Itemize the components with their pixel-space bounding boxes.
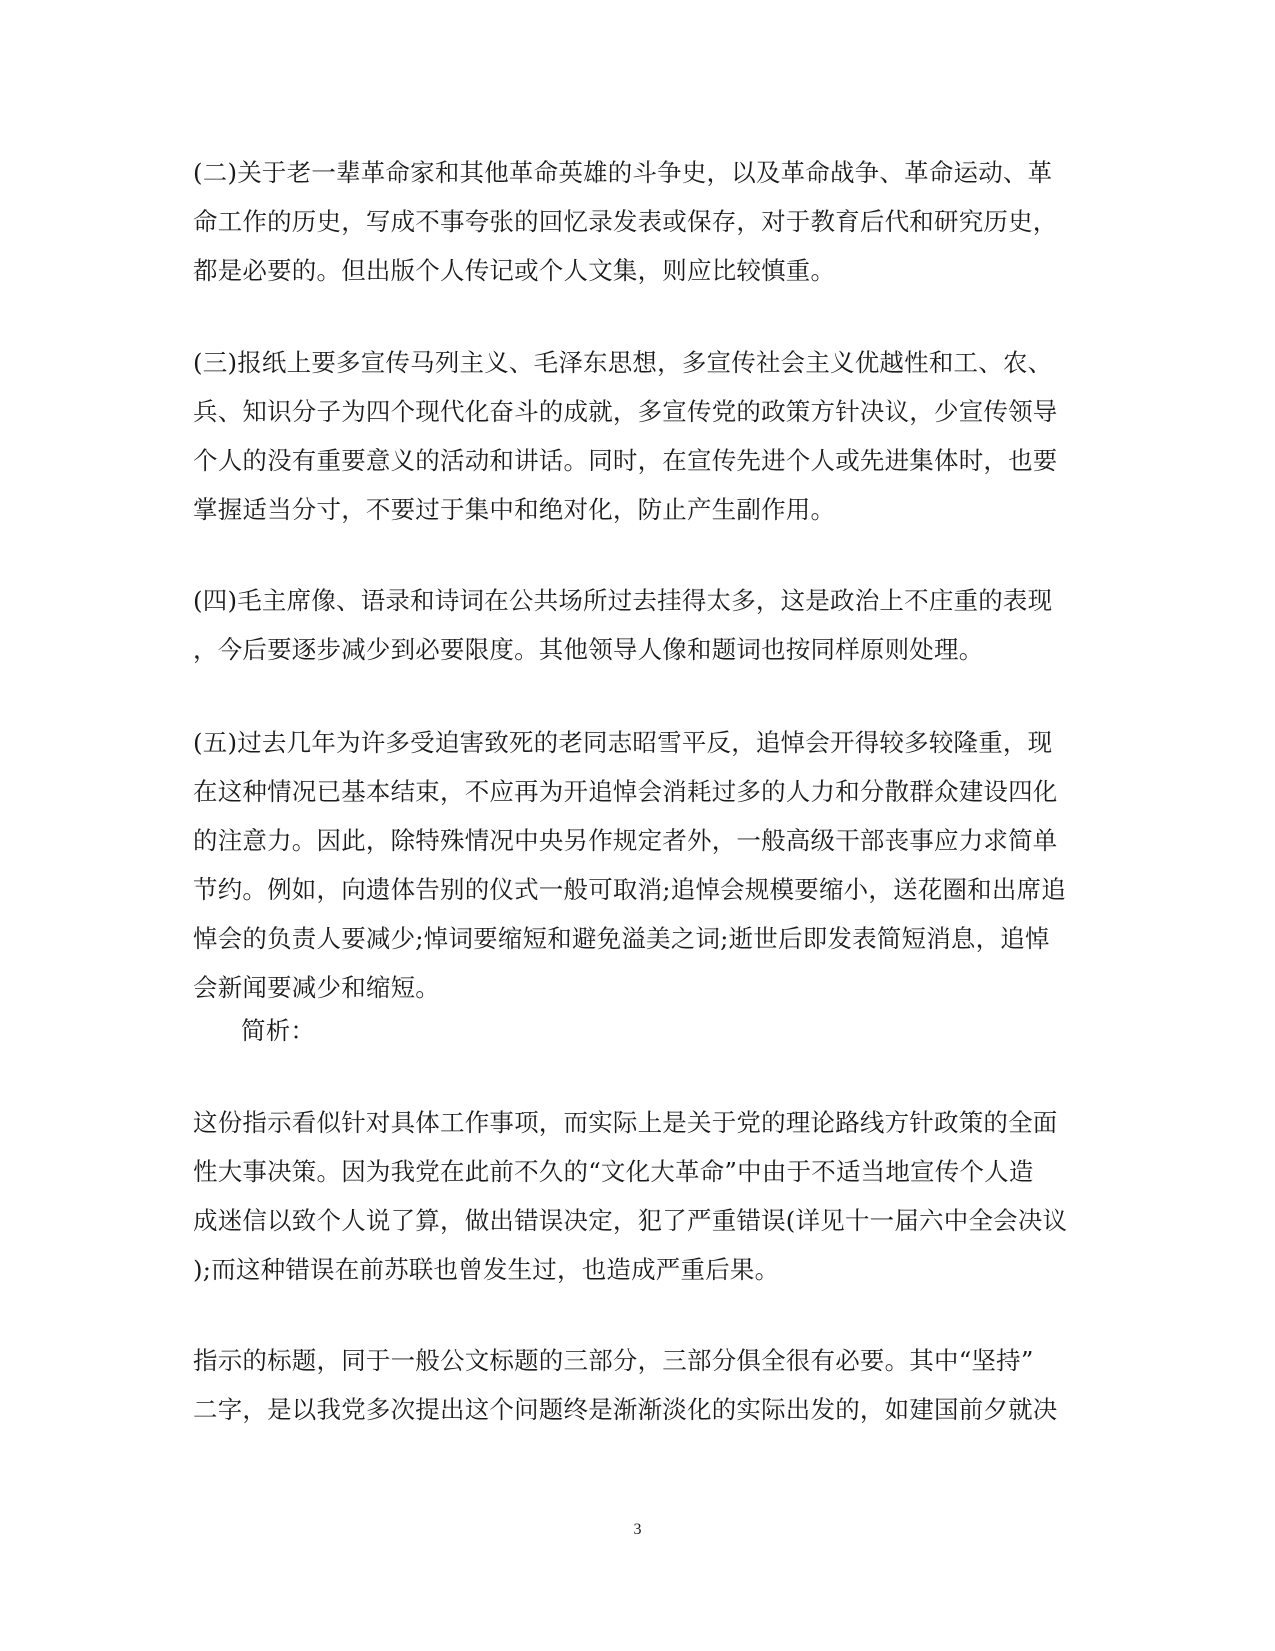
text-line: 成迷信以致个人说了算，做出错误决定，犯了严重错误(详见十一届六中全会决议 (193, 1206, 1068, 1235)
text-line: ，今后要逐步减少到必要限度。其他领导人像和题词也按同样原则处理。 (193, 635, 984, 664)
text-line: 节约。例如，向遗体告别的仪式一般可取消;追悼会规模要缩小，送花圈和出席追 (193, 875, 1066, 904)
heading-text: 简析： (241, 1016, 316, 1045)
paragraph-item-5 (193, 718, 1073, 1012)
paragraph-item-3 (193, 338, 1073, 534)
text-line: (四)毛主席像、语录和诗词在公共场所过去挂得太多，这是政治上不庄重的表现 (193, 586, 1053, 615)
paragraph-item-2 (193, 148, 1073, 295)
text-line: 命工作的历史，写成不事夸张的回忆录发表或保存，对于教育后代和研究历史， (193, 207, 1058, 236)
text-line: 二字，是以我党多次提出这个问题终是渐渐淡化的实际出发的，如建国前夕就决 (193, 1395, 1058, 1424)
text-line: 都是必要的。但出版个人传记或个人文集，则应比较慎重。 (193, 256, 836, 285)
text-line: 兵、知识分子为四个现代化奋斗的成就，多宣传党的政策方针决议，少宣传领导 (193, 397, 1058, 426)
text-line: 性大事决策。因为我党在此前不久的“文化大革命”中由于不适当地宣传个人造 (193, 1157, 1034, 1186)
text-line: 在这种情况已基本结束，不应再为开追悼会消耗过多的人力和分散群众建设四化 (193, 777, 1058, 806)
text-line: 会新闻要减少和缩短。 (193, 973, 440, 1002)
text-line: 指示的标题，同于一般公文标题的三部分，三部分俱全很有必要。其中“坚持” (193, 1346, 1034, 1375)
text-line: );而这种错误在前苏联也曾发生过，也造成严重后果。 (193, 1255, 780, 1284)
text-line: (三)报纸上要多宣传马列主义、毛泽东思想，多宣传社会主义优越性和工、农、 (193, 348, 1053, 377)
text-line: 悼会的负责人要减少;悼词要缩短和避免溢美之词;逝世后即发表简短消息，追悼 (193, 924, 1050, 953)
title-analysis-paragraph (193, 1336, 1073, 1434)
text-line: 个人的没有重要意义的活动和讲话。同时，在宣传先进个人或先进集体时，也要 (193, 446, 1058, 475)
text-line: 掌握适当分寸，不要过于集中和绝对化，防止产生副作用。 (193, 495, 836, 524)
text-line: 这份指示看似针对具体工作事项，而实际上是关于党的理论路线方针政策的全面 (193, 1108, 1058, 1137)
text-line: (二)关于老一辈革命家和其他革命英雄的斗争史，以及革命战争、革命运动、革 (193, 158, 1053, 187)
text-line: 的注意力。因此，除特殊情况中央另作规定者外，一般高级干部丧事应力求简单 (193, 826, 1058, 855)
text-line: (五)过去几年为许多受迫害致死的老同志昭雪平反，追悼会开得较多较隆重，现 (193, 728, 1053, 757)
paragraph-item-4 (193, 576, 1073, 674)
analysis-heading (193, 1006, 1073, 1055)
analysis-paragraph (193, 1098, 1073, 1294)
page-number: 3 (633, 1521, 642, 1538)
